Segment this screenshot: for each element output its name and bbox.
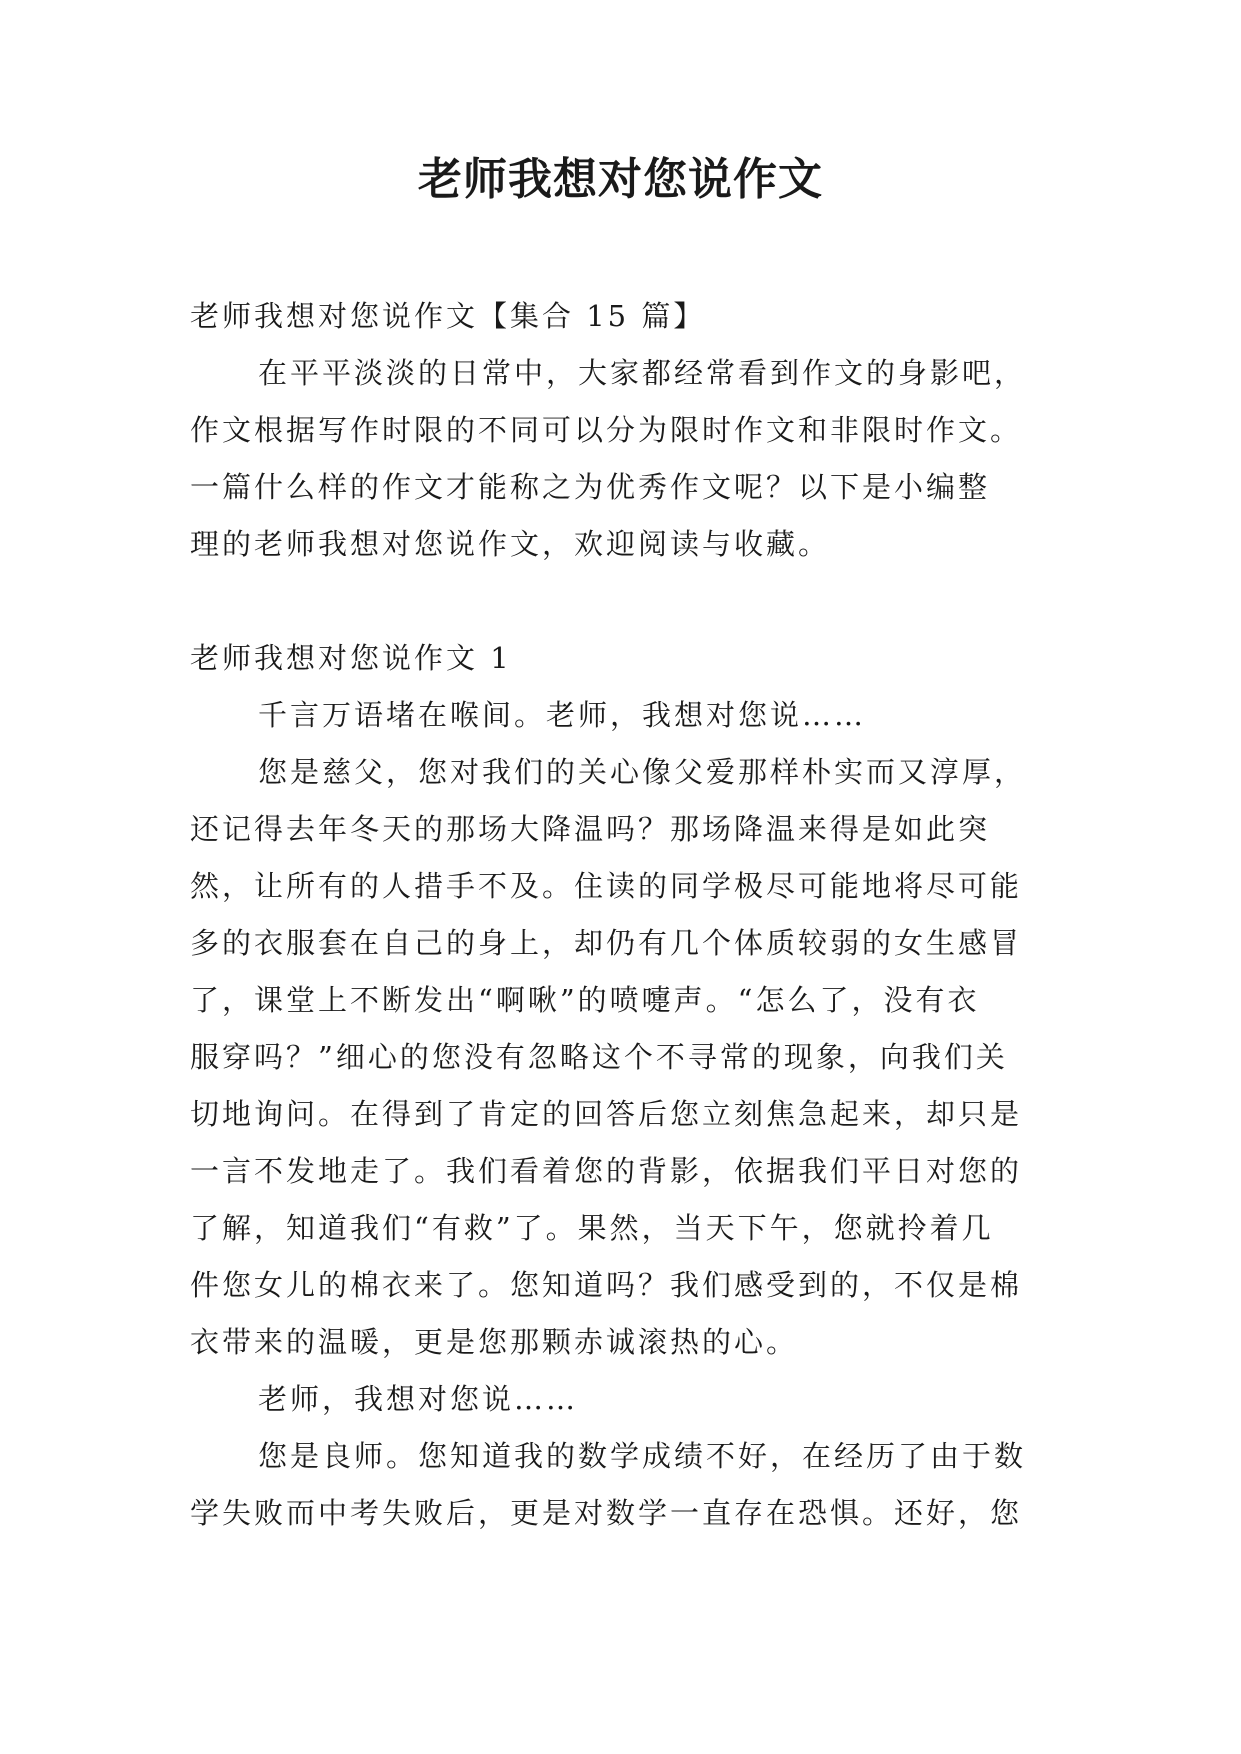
body-line: 了，课堂上不断发出“啊啾”的喷嚏声。“怎么了，没有衣 — [190, 983, 980, 1017]
body-line: 千言万语堵在喉间。老师，我想对您说…… — [258, 698, 867, 732]
intro-line-1: 在平平淡淡的日常中，大家都经常看到作文的身影吧， — [258, 356, 1027, 390]
intro-line-3: 一篇什么样的作文才能称之为优秀作文呢？以下是小编整 — [190, 470, 991, 504]
document-title: 老师我想对您说作文 — [418, 154, 823, 205]
section-heading-1: 老师我想对您说作文 1 — [190, 641, 512, 675]
body-line: 一言不发地走了。我们看着您的背影，依据我们平日对您的 — [190, 1154, 1023, 1188]
body-line: 多的衣服套在自己的身上，却仍有几个体质较弱的女生感冒 — [190, 926, 1023, 960]
body-line: 学失败而中考失败后，更是对数学一直存在恐惧。还好，您 — [190, 1496, 1023, 1530]
body-line: 衣带来的温暖，更是您那颗赤诚滚热的心。 — [190, 1325, 799, 1359]
body-line: 切地询问。在得到了肯定的回答后您立刻焦急起来，却只是 — [190, 1097, 1023, 1131]
body-line: 了解，知道我们“有救”了。果然，当天下午，您就拎着几 — [190, 1211, 994, 1245]
collection-heading: 老师我想对您说作文【集合 15 篇】 — [190, 299, 706, 333]
body-line: 件您女儿的棉衣来了。您知道吗？我们感受到的，不仅是棉 — [190, 1268, 1023, 1302]
body-line: 还记得去年冬天的那场大降温吗？那场降温来得是如此突 — [190, 812, 991, 846]
body-line: 您是慈父，您对我们的关心像父爱那样朴实而又淳厚， — [258, 755, 1027, 789]
intro-line-2: 作文根据写作时限的不同可以分为限时作文和非限时作文。 — [190, 413, 1023, 447]
body-line: 您是良师。您知道我的数学成绩不好，在经历了由于数 — [258, 1439, 1027, 1473]
intro-line-4: 理的老师我想对您说作文，欢迎阅读与收藏。 — [190, 527, 831, 561]
body-line: 服穿吗？”细心的您没有忽略这个不寻常的现象，向我们关 — [190, 1040, 1008, 1074]
body-line: 然，让所有的人措手不及。住读的同学极尽可能地将尽可能 — [190, 869, 1023, 903]
body-line: 老师，我想对您说…… — [258, 1382, 579, 1416]
